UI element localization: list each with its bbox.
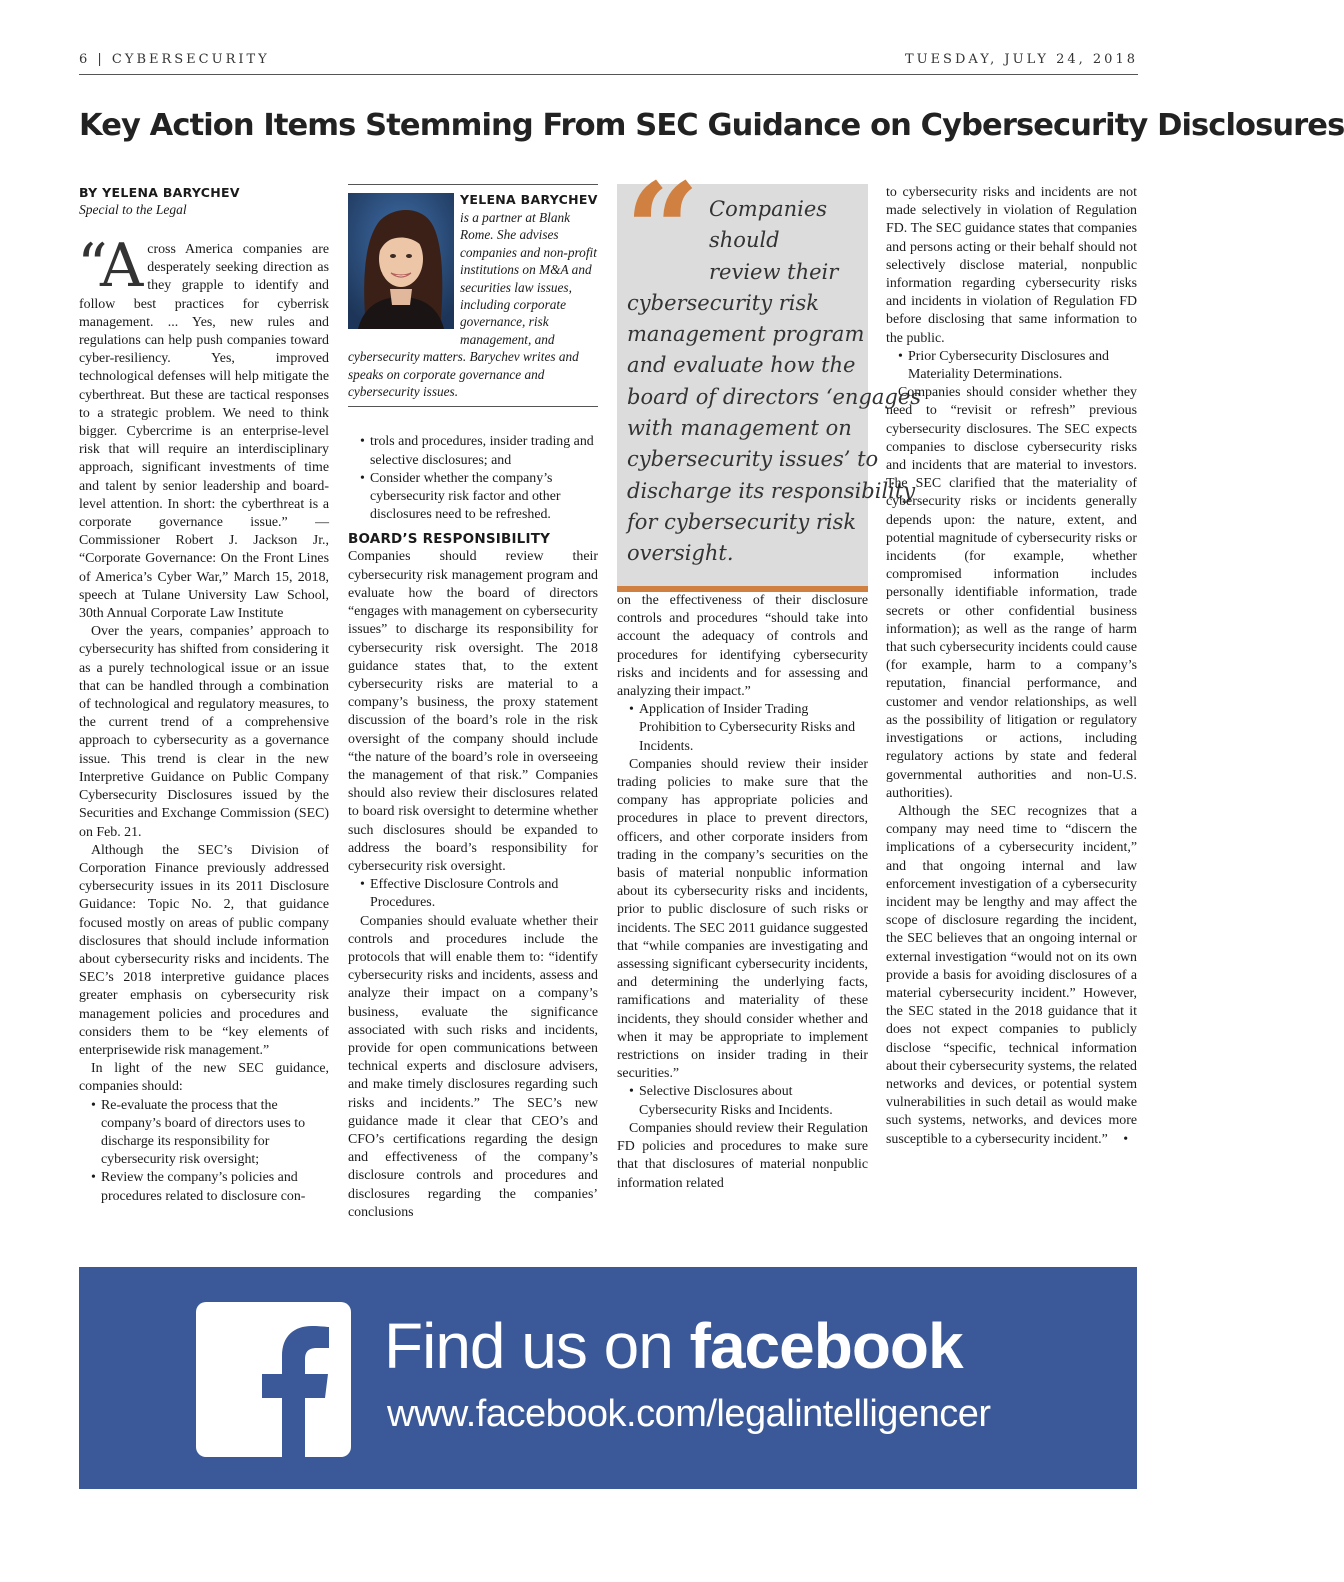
author-photo xyxy=(348,193,454,329)
section-subhead: BOARD’S RESPONSIBILITY xyxy=(348,531,551,548)
intro-quote: “A cross America companies are desperately seeking direction as they grapple to identify and follow best practices for cyberrisk management. ... Yes, new rules and regulations can help push companies toward cyber-resiliency. Yes, improved technological defenses will help mitigate the cyberthreat. But these are tactical responses to a strategic problem. We need to think bigger. Cybercrime is an enterprise-level risk that will require an interdisciplinary approach, significant investments of time and talent by senior leadership and board-level attention. In short: the cyberthreat is a corporate governance issue.” —Commissioner Robert J. Jackson Jr., “Corporate Governance: On the Front Lines of America’s Cyber War,” March 15, 2018, speech at Tulane University Law School, 30th Annual Corporate Law Institute xyxy=(77,231,329,622)
bio-text: is a partner at Blank Rome. She advises companies and non-profit institutions on M&A and securities law issues, including corporate governance, risk management, and cybersecurity matters. Barychev writes and speaks on corporate governance and cybersecurity issues. xyxy=(348,210,597,400)
pull-quote-line: discharge its responsibility xyxy=(627,478,916,503)
issue-date: TUESDAY, JULY 24, 2018 xyxy=(904,52,1138,67)
column-2 xyxy=(348,184,598,1222)
paragraph: Although the SEC’s Division of Corporation Finance previously addressed cybersecurity issues in its 2011 Disclosure Guidance: Topic No. 2, that guidance focused mostly on areas of public company disclosures that should include information about cybersecurity risks and incidents. The SEC’s 2018 interpretive guidance places greater emphasis on cybersecurity risk management policies and procedures and considers them to be “key elements of enterprisewide risk management.” xyxy=(79,842,329,1058)
pull-quote-line: review their xyxy=(709,259,839,284)
pull-quote-line: board of directors ‘engages xyxy=(627,384,922,409)
pull-quote-rule xyxy=(617,586,868,592)
byline: BY YELENA BARYCHEV xyxy=(79,185,240,200)
quote-mark-icon: “ xyxy=(625,154,700,307)
bio-name: YELENA BARYCHEV xyxy=(460,192,598,207)
paragraph: Companies should review their Regulation FD policies and procedures to make sure that that disclosures of material nonpublic information related xyxy=(617,1120,868,1191)
list-item: • Re-evaluate the process that the company’s board of directors uses to discharge its responsibility for cybersecurity risk oversight; xyxy=(89,1097,329,1170)
paragraph: In light of the new SEC guidance, companies should: xyxy=(79,1061,329,1095)
action-list-continued xyxy=(348,433,598,524)
pull-quote-line: for cybersecurity risk xyxy=(627,509,857,534)
list-item-continued: • trols and procedures, insider trading and selective disclosures; and xyxy=(358,433,598,469)
topic-list xyxy=(617,701,868,756)
end-mark: • xyxy=(1123,1131,1129,1147)
pull-quote-line: management program xyxy=(627,322,865,347)
page-folio: 6 | CYBERSECURITY xyxy=(79,52,270,67)
paragraph: Companies should review their insider trading policies to make sure that the company has appropriate policies and procedures in place to prevent directors, officers, and other corporate insiders from trading in the company’s securities on the basis of material nonpublic information about its cybersecurity risks and incidents, prior to public disclosure of such risks or incidents. The SEC 2011 guidance suggested that “while companies are investigating and assessing significant cybersecurity incidents, and determining the underlying facts, ramifications and materiality of these incidents, they should consider whether and when it may be appropriate to implement restrictions on insider trading in their securities.” xyxy=(617,756,868,1082)
pull-quote-line: and evaluate how the xyxy=(627,353,856,378)
banner-headline: Find us on facebook xyxy=(384,1310,963,1382)
column-1 xyxy=(79,184,329,1206)
facebook-banner[interactable] xyxy=(79,1267,1137,1489)
paragraph: Companies should review their cybersecurity risk management program and evaluate how the board of directors “engages with management on cybersecurity issues” to discharge its responsibility for cybersecurity risk oversight. The 2018 guidance states that, to the extent cybersecurity risks are material to a company’s business, the proxy statement discussion of the board’s role in the risk oversight of the company should include “the nature of the board’s role in overseeing the management of that risk.” Companies should also review their disclosures related to board risk oversight to determine whether such disclosures should be expanded to address the board’s responsibility for cybersecurity risk oversight. xyxy=(348,549,598,874)
topic-list xyxy=(886,348,1137,384)
topic-list xyxy=(348,876,598,912)
topic-list xyxy=(617,1083,868,1119)
list-item: • Consider whether the company’s cybersecurity risk factor and other disclosures need to be refreshed. xyxy=(358,470,598,525)
paragraph: Over the years, companies’ approach to cybersecurity has shifted from considering it as a purely technological issue or an issue that can be handled through a combination of technological and regulatory measures, to the current trend of a comprehensive approach to cybersecurity as a governance issue. This trend is clear in the new Interpretive Guidance on Public Company Cybersecurity Disclosures issued by the Securities and Exchange Commission (SEC) on Feb. 21. xyxy=(79,624,329,840)
facebook-url-link[interactable]: www.facebook.com/legalintelligencer xyxy=(387,1393,991,1435)
pull-quote-line: oversight. xyxy=(627,541,734,566)
pull-quote-line: cybersecurity issues’ to xyxy=(627,447,879,472)
list-item: • Selective Disclosures about Cybersecurity Risks and Incidents. xyxy=(627,1083,868,1119)
list-item: • Application of Insider Trading Prohibition to Cybersecurity Risks and Incidents. xyxy=(627,701,868,756)
pull-quote-line: should xyxy=(709,228,780,253)
header-rule xyxy=(79,74,1138,75)
facebook-f-icon xyxy=(196,1302,351,1457)
column-3 xyxy=(617,154,922,1193)
author-bio xyxy=(348,184,598,407)
list-item: • Prior Cybersecurity Disclosures and Materiality Determinations. xyxy=(896,348,1137,384)
paragraph: on the effectiveness of their disclosure controls and procedures “should take into account the adequacy of controls and procedures for identifying cybersecurity risks and incidents and for assessing and analyzing their impact.” xyxy=(617,593,868,700)
paragraph: to cybersecurity risks and incidents are not made selectively in violation of Regulation FD. The SEC guidance states that companies and persons acting or their behalf should not selectively disclose material, nonpublic information regarding cybersecurity risks and incidents in violation of Regulation FD before disclosing that same information to the public. xyxy=(886,185,1137,346)
pull-quote-line: cybersecurity risk xyxy=(627,290,820,315)
pull-quote-text xyxy=(627,194,922,570)
paragraph: Companies should evaluate whether their controls and procedures include the protocols that will enable them to: “identify cybersecurity risks and incidents, assess and analyze their impact on a company’s business, evaluate the significance associated with such risks and incidents, provide for open communications between technical experts and disclosure advisers, and make timely disclosures regarding such risks and incidents.” The SEC’s new guidance made it clear that CEO’s and CFO’s certifications regarding the design and effectiveness of the company’s disclosure controls and procedures and disclosures regarding the companies’ conclusions xyxy=(348,913,598,1220)
pull-quote xyxy=(617,154,922,586)
action-list xyxy=(79,1097,329,1206)
pull-quote-line: Companies xyxy=(709,197,828,221)
list-item: • Review the company’s policies and procedures related to disclosure con- xyxy=(89,1169,329,1205)
byline-subtitle: Special to the Legal xyxy=(79,202,187,217)
paragraph: Companies should consider whether they need to “revisit or refresh” previous cybersecurity disclosures. The SEC expects companies to disclose cybersecurity risks and incidents that are material to investors. The SEC clarified that the materiality of cybersecurity risks or incidents generally depends upon: the nature, extent, and potential magnitude of cybersecurity risks or incidents (for example, whether compromised information includes personally identifiable information, trade secrets or other confidential business information); as well as the range of harm that such cybersecurity incidents could cause (for example, harm to a company’s reputation, financial performance, and customer and vendor relationships, as well as the possibility of litigation or regulatory investigations or actions, including regulatory actions by state and federal governmental authorities and non-U.S. authorities). xyxy=(886,385,1137,801)
pull-quote-line: with management on xyxy=(627,416,852,441)
paragraph: Although the SEC recognizes that a company may need time to “discern the implications of a cybersecurity incident,” and that ongoing internal and law enforcement investigation of a cybersecurity incident may be lengthy and may affect the scope of disclosure regarding the incident, the SEC believes that an ongoing internal or external investigation “would not on its own provide a basis for avoiding disclosures of a material cybersecurity incident.” However, the SEC stated in the 2018 guidance that it does not expect companies to publicly disclose “specific, technical information about their cybersecurity systems, the related networks and devices, or potential system vulnerabilities in such detail as would make such systems, networks, and devices more susceptible to a cybersecurity incident.” • xyxy=(886,803,1137,1149)
drop-cap: “A xyxy=(77,231,144,301)
article-headline: Key Action Items Stemming From SEC Guidance on Cybersecurity Disclosures xyxy=(79,108,1344,143)
list-item: • Effective Disclosure Controls and Procedures. xyxy=(358,876,598,912)
column-4 xyxy=(886,184,1137,1149)
